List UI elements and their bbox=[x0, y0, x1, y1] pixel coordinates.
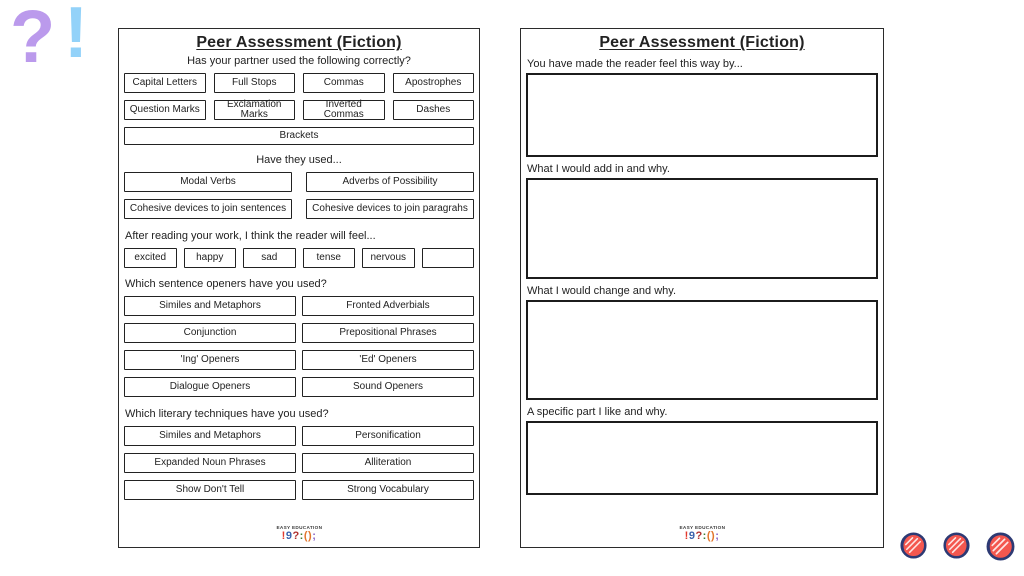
logo-symbols bbox=[685, 531, 720, 542]
page-title: Peer Assessment (Fiction) bbox=[599, 34, 805, 51]
option-button[interactable]: Cohesive devices to join sentences bbox=[124, 199, 292, 219]
logo-symbol: 9 bbox=[688, 530, 696, 542]
scribble-circle-icon bbox=[942, 531, 971, 560]
easy-education-logo bbox=[124, 525, 474, 543]
response-section bbox=[526, 58, 878, 157]
literary-techniques-heading: Which literary techniques have you used? bbox=[125, 408, 329, 420]
worksheet-response-page bbox=[520, 28, 884, 548]
punctuation-options-grid bbox=[124, 73, 474, 120]
feelings-options-grid bbox=[124, 248, 474, 268]
section-label: A specific part I like and why. bbox=[527, 406, 668, 418]
answer-box[interactable] bbox=[526, 421, 878, 495]
option-button[interactable]: Fronted Adverbials bbox=[302, 296, 474, 316]
logo-symbol: ? bbox=[695, 530, 703, 542]
logo-symbol: ( bbox=[706, 530, 712, 542]
logo-symbol: ; bbox=[312, 530, 317, 542]
option-button[interactable]: excited bbox=[124, 248, 177, 268]
option-button[interactable]: Strong Vocabulary bbox=[302, 480, 474, 500]
logo-symbol: ! bbox=[684, 530, 689, 542]
option-button[interactable]: Inverted Commas bbox=[303, 100, 385, 120]
option-button[interactable]: Capital Letters bbox=[124, 73, 206, 93]
logo-symbol: : bbox=[702, 530, 707, 542]
logo-text: EASY EDUCATION bbox=[276, 525, 322, 531]
option-button[interactable]: happy bbox=[184, 248, 237, 268]
answer-box[interactable] bbox=[526, 73, 878, 157]
option-button[interactable]: Apostrophes bbox=[393, 73, 475, 93]
page-title: Peer Assessment (Fiction) bbox=[196, 34, 402, 51]
sentence-openers-grid bbox=[124, 296, 474, 397]
exclamation-mark-decoration-icon: ! bbox=[64, 0, 88, 73]
option-button[interactable]: Dashes bbox=[393, 100, 475, 120]
option-button[interactable]: Adverbs of Possibility bbox=[306, 172, 474, 192]
option-button[interactable]: Expanded Noun Phrases bbox=[124, 453, 296, 473]
logo-symbol: 9 bbox=[285, 530, 293, 542]
response-sections bbox=[526, 52, 878, 495]
option-button[interactable]: Personification bbox=[302, 426, 474, 446]
option-button[interactable]: 'Ing' Openers bbox=[124, 350, 296, 370]
logo-symbols bbox=[282, 531, 317, 542]
response-section bbox=[526, 163, 878, 279]
option-button[interactable]: Show Don't Tell bbox=[124, 480, 296, 500]
logo-symbol: ) bbox=[308, 530, 313, 542]
grammar-options-grid bbox=[124, 172, 474, 219]
option-button[interactable]: tense bbox=[303, 248, 356, 268]
option-button[interactable]: Alliteration bbox=[302, 453, 474, 473]
option-button[interactable]: Conjunction bbox=[124, 323, 296, 343]
answer-box[interactable] bbox=[526, 178, 878, 279]
option-button[interactable]: 'Ed' Openers bbox=[302, 350, 474, 370]
option-button-brackets[interactable]: Brackets bbox=[124, 127, 474, 145]
option-button[interactable]: Exclamation Marks bbox=[214, 100, 296, 120]
literary-techniques-grid bbox=[124, 426, 474, 500]
option-button[interactable]: Modal Verbs bbox=[124, 172, 292, 192]
option-button[interactable]: nervous bbox=[362, 248, 415, 268]
answer-box[interactable] bbox=[526, 300, 878, 400]
scribble-circles bbox=[899, 531, 1016, 562]
response-section bbox=[526, 285, 878, 400]
easy-education-logo bbox=[526, 525, 878, 543]
option-button[interactable]: Similes and Metaphors bbox=[124, 426, 296, 446]
page-subtitle: Has your partner used the following correctly? bbox=[187, 55, 411, 67]
option-button[interactable]: Cohesive devices to join paragrahs bbox=[306, 199, 474, 219]
option-button[interactable] bbox=[422, 248, 475, 268]
logo-symbol: : bbox=[299, 530, 304, 542]
logo-symbol: ; bbox=[715, 530, 720, 542]
option-button[interactable]: Commas bbox=[303, 73, 385, 93]
option-button[interactable]: Sound Openers bbox=[302, 377, 474, 397]
question-mark-decoration-icon: ? bbox=[10, 0, 56, 78]
logo-symbol: ) bbox=[711, 530, 716, 542]
worksheet-checklist-page bbox=[118, 28, 480, 548]
reader-feel-prompt: After reading your work, I think the reader will feel... bbox=[125, 230, 376, 242]
logo-symbol: ! bbox=[281, 530, 286, 542]
option-button[interactable]: Similes and Metaphors bbox=[124, 296, 296, 316]
section-label: You have made the reader feel this way by... bbox=[527, 58, 743, 70]
logo-text: EASY EDUCATION bbox=[679, 525, 725, 531]
option-button[interactable]: Dialogue Openers bbox=[124, 377, 296, 397]
option-button[interactable]: Full Stops bbox=[214, 73, 296, 93]
scribble-circle-icon bbox=[899, 531, 928, 560]
section-label: What I would add in and why. bbox=[527, 163, 670, 175]
option-button[interactable]: Prepositional Phrases bbox=[302, 323, 474, 343]
logo-symbol: ? bbox=[292, 530, 300, 542]
logo-symbol: ( bbox=[303, 530, 309, 542]
option-button[interactable]: sad bbox=[243, 248, 296, 268]
sentence-openers-heading: Which sentence openers have you used? bbox=[125, 278, 327, 290]
section-label: What I would change and why. bbox=[527, 285, 676, 297]
have-they-used-heading: Have they used... bbox=[256, 154, 342, 166]
option-button[interactable]: Question Marks bbox=[124, 100, 206, 120]
response-section bbox=[526, 406, 878, 495]
scribble-circle-icon bbox=[985, 531, 1016, 562]
